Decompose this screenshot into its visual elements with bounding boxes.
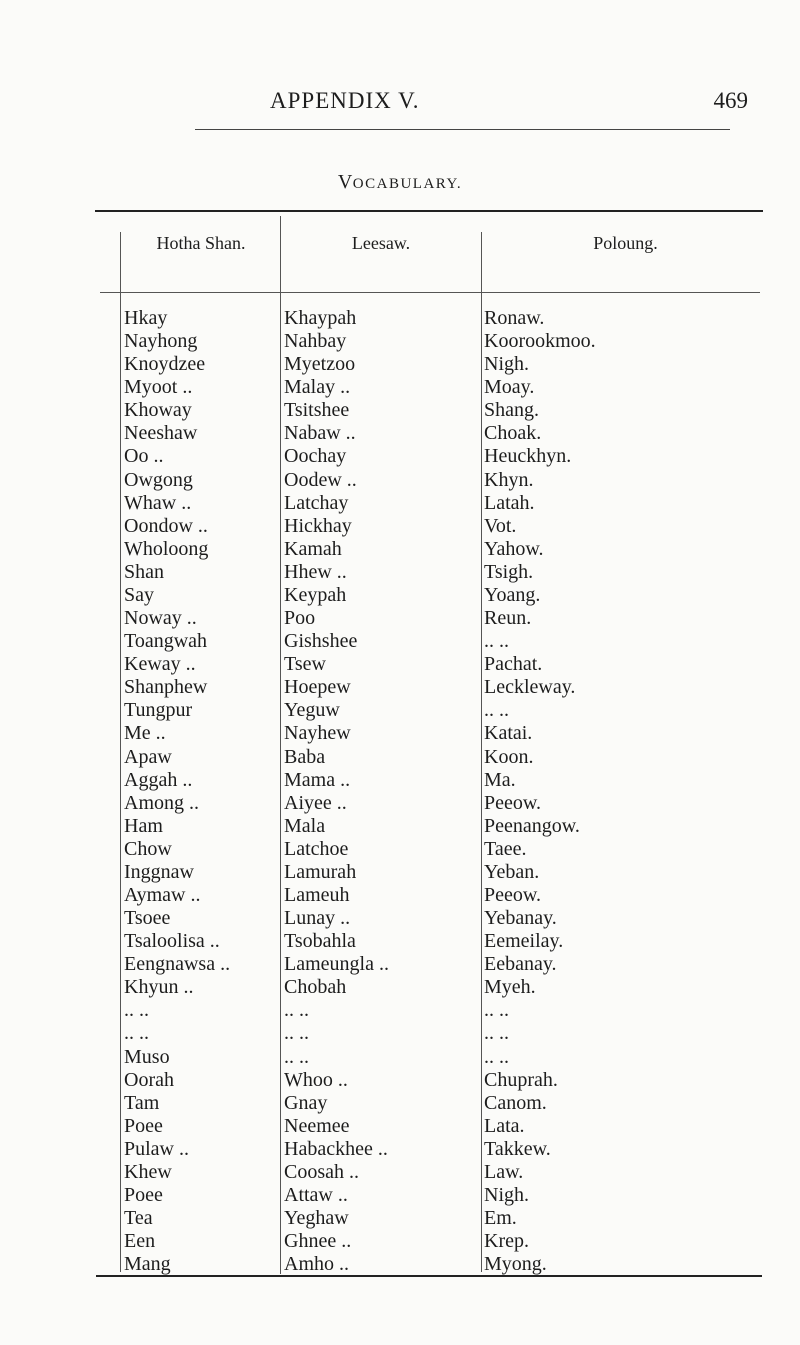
leesaw-word: .. .. bbox=[284, 1045, 309, 1068]
leesaw-word: Neemee bbox=[284, 1114, 350, 1137]
leesaw-word: Nabaw .. bbox=[284, 422, 356, 445]
leesaw-word: Oodew .. bbox=[284, 468, 357, 491]
hotha-shan-word: Khoway bbox=[124, 399, 192, 422]
leesaw-word: Latchay bbox=[284, 491, 349, 514]
leesaw-word: Hickhay bbox=[284, 514, 352, 537]
poloung-word: Pachat. bbox=[484, 653, 543, 676]
poloung-word: Taee. bbox=[484, 837, 527, 860]
hotha-shan-word: Khew bbox=[124, 1160, 172, 1183]
leesaw-word: Tsitshee bbox=[284, 399, 350, 422]
table-row bbox=[0, 1251, 800, 1277]
hotha-shan-word: Tsaloolisa .. bbox=[124, 930, 220, 953]
poloung-word: Yeban. bbox=[484, 860, 540, 883]
hotha-shan-word: .. .. bbox=[124, 999, 149, 1022]
poloung-word: .. .. bbox=[484, 1022, 509, 1045]
poloung-word: Eebanay. bbox=[484, 953, 557, 976]
hotha-shan-word: Een bbox=[124, 1230, 156, 1253]
poloung-word: Tsigh. bbox=[484, 560, 534, 583]
poloung-word: Khyn. bbox=[484, 468, 534, 491]
poloung-word: Ronaw. bbox=[484, 307, 545, 329]
leesaw-word: Gnay bbox=[284, 1091, 328, 1114]
hotha-shan-word: Wholoong bbox=[124, 537, 209, 560]
hotha-shan-word: Keway .. bbox=[124, 653, 196, 676]
leesaw-word: Ghnee .. bbox=[284, 1230, 352, 1253]
hotha-shan-word: Oorah bbox=[124, 1068, 174, 1091]
hotha-shan-word: Inggnaw bbox=[124, 860, 194, 883]
leesaw-word: Nayhew bbox=[284, 722, 351, 745]
poloung-word: .. .. bbox=[484, 630, 509, 653]
leesaw-word: Aiyee .. bbox=[284, 791, 347, 814]
hotha-shan-word: Aymaw .. bbox=[124, 884, 201, 906]
poloung-word: Latah. bbox=[484, 491, 535, 514]
leesaw-word: Lameungla .. bbox=[284, 953, 389, 976]
poloung-word: Krep. bbox=[484, 1230, 529, 1253]
hotha-shan-word: Hkay bbox=[124, 307, 168, 329]
leesaw-word: Mama .. bbox=[284, 768, 351, 791]
hotha-shan-word: Noway .. bbox=[124, 607, 197, 630]
leesaw-word: Mala bbox=[284, 814, 326, 837]
vocabulary-title bbox=[0, 171, 800, 194]
hotha-shan-word: Eengnawsa .. bbox=[124, 953, 231, 976]
leesaw-word: Baba bbox=[284, 745, 326, 768]
leesaw-word: Oochay bbox=[284, 445, 347, 468]
poloung-word: Koon. bbox=[484, 745, 534, 768]
hotha-shan-word: Khyun .. bbox=[124, 976, 194, 999]
table-row bbox=[0, 490, 800, 516]
leesaw-word: Whoo .. bbox=[284, 1068, 348, 1091]
table-header-rule bbox=[100, 292, 760, 293]
poloung-word: Moay. bbox=[484, 376, 535, 399]
poloung-word: Peenangow. bbox=[484, 814, 580, 837]
poloung-word: Koorookmoo. bbox=[484, 330, 596, 353]
leesaw-word: .. .. bbox=[284, 1022, 309, 1045]
table-top-rule bbox=[95, 210, 763, 212]
leesaw-word: Hoepew bbox=[284, 676, 351, 699]
poloung-word: .. .. bbox=[484, 699, 509, 722]
hotha-shan-word: Oondow .. bbox=[124, 514, 208, 537]
leesaw-word: Tsobahla bbox=[284, 930, 356, 953]
hotha-shan-word: Shanphew bbox=[124, 676, 208, 699]
leesaw-word: Keypah bbox=[284, 583, 347, 606]
leesaw-word: Malay .. bbox=[284, 376, 351, 399]
leesaw-word: Kamah bbox=[284, 537, 342, 560]
leesaw-word: Attaw .. bbox=[284, 1184, 348, 1207]
hotha-shan-word: Toangwah bbox=[124, 630, 208, 653]
poloung-word: Takkew. bbox=[484, 1137, 551, 1160]
leesaw-word: Chobah bbox=[284, 976, 347, 999]
hotha-shan-word: Aggah .. bbox=[124, 768, 193, 791]
leesaw-word: Yeguw bbox=[284, 699, 340, 722]
poloung-word: Heuckhyn. bbox=[484, 445, 572, 468]
leesaw-word: Lunay .. bbox=[284, 907, 351, 930]
header-rule bbox=[195, 129, 730, 130]
leesaw-word: Khaypah bbox=[284, 307, 357, 329]
hotha-shan-word: Apaw bbox=[124, 745, 172, 768]
column-header-leesaw: Leesaw. bbox=[351, 233, 411, 253]
poloung-word: Reun. bbox=[484, 607, 532, 630]
hotha-shan-word: Me .. bbox=[124, 722, 166, 745]
page-header bbox=[0, 88, 800, 118]
table-row bbox=[0, 1067, 800, 1093]
hotha-shan-word: Pulaw .. bbox=[124, 1137, 189, 1160]
poloung-word: Chuprah. bbox=[484, 1068, 558, 1091]
hotha-shan-word: Tsoee bbox=[124, 907, 171, 930]
leesaw-word: Hhew .. bbox=[284, 560, 347, 583]
leesaw-word: Coosah .. bbox=[284, 1160, 359, 1183]
hotha-shan-word: Say bbox=[124, 583, 154, 606]
poloung-word: Vot. bbox=[484, 514, 517, 537]
hotha-shan-word: Tea bbox=[124, 1207, 153, 1230]
poloung-word: Law. bbox=[484, 1160, 524, 1183]
leesaw-word: .. .. bbox=[284, 999, 309, 1022]
poloung-word: Peeow. bbox=[484, 884, 542, 906]
poloung-word: Myong. bbox=[484, 1253, 547, 1276]
hotha-shan-word: Among .. bbox=[124, 791, 199, 814]
poloung-word: Ma. bbox=[484, 768, 516, 791]
hotha-shan-word: Poee bbox=[124, 1114, 163, 1137]
vocabulary-title-initial: V bbox=[337, 171, 353, 193]
poloung-word: Shang. bbox=[484, 399, 539, 422]
column-header-hotha-shan: Hotha Shan. bbox=[156, 233, 246, 253]
hotha-shan-word: .. .. bbox=[124, 1022, 149, 1045]
column-header-poloung: Poloung. bbox=[593, 233, 658, 253]
hotha-shan-word: Myoot .. bbox=[124, 376, 193, 399]
leesaw-word: Lamurah bbox=[284, 860, 357, 883]
hotha-shan-word: Whaw .. bbox=[124, 491, 192, 514]
leesaw-word: Latchoe bbox=[284, 837, 349, 860]
leesaw-word: Nahbay bbox=[284, 330, 347, 353]
poloung-word: Lata. bbox=[484, 1114, 525, 1137]
page-number: 469 bbox=[713, 88, 748, 113]
poloung-word: Choak. bbox=[484, 422, 542, 445]
leesaw-word: Poo bbox=[284, 607, 316, 630]
poloung-word: Peeow. bbox=[484, 791, 542, 814]
hotha-shan-word: Owgong bbox=[124, 468, 193, 491]
hotha-shan-word: Chow bbox=[124, 837, 172, 860]
poloung-word: .. .. bbox=[484, 999, 509, 1022]
leesaw-word: Gishshee bbox=[284, 630, 358, 653]
table-row bbox=[0, 859, 800, 885]
leesaw-word: Lameuh bbox=[284, 884, 350, 906]
poloung-word: Em. bbox=[484, 1207, 517, 1230]
leesaw-word: Tsew bbox=[284, 653, 326, 676]
poloung-word: Myeh. bbox=[484, 976, 536, 999]
poloung-word: Nigh. bbox=[484, 353, 529, 376]
poloung-word: Nigh. bbox=[484, 1184, 529, 1207]
hotha-shan-word: Ham bbox=[124, 814, 163, 837]
hotha-shan-word: Tam bbox=[124, 1091, 160, 1114]
hotha-shan-word: Knoydzee bbox=[124, 353, 206, 376]
appendix-title: APPENDIX V. bbox=[270, 88, 420, 113]
hotha-shan-word: Muso bbox=[124, 1045, 170, 1068]
poloung-word: Eemeilay. bbox=[484, 930, 564, 953]
hotha-shan-word: Nayhong bbox=[124, 330, 198, 353]
hotha-shan-word: Poee bbox=[124, 1184, 163, 1207]
leesaw-word: Amho .. bbox=[284, 1253, 349, 1276]
hotha-shan-word: Oo .. bbox=[124, 445, 164, 468]
vocabulary-title-rest: OCABULARY. bbox=[352, 176, 463, 192]
hotha-shan-word: Tungpur bbox=[124, 699, 193, 722]
poloung-word: Canom. bbox=[484, 1091, 547, 1114]
hotha-shan-word: Neeshaw bbox=[124, 422, 198, 445]
hotha-shan-word: Mang bbox=[124, 1253, 171, 1276]
poloung-word: Yahow. bbox=[484, 537, 544, 560]
poloung-word: Leckleway. bbox=[484, 676, 576, 699]
hotha-shan-word: Shan bbox=[124, 560, 164, 583]
poloung-word: .. .. bbox=[484, 1045, 509, 1068]
table-row bbox=[0, 674, 800, 700]
leesaw-word: Habackhee .. bbox=[284, 1137, 388, 1160]
poloung-word: Katai. bbox=[484, 722, 533, 745]
leesaw-word: Myetzoo bbox=[284, 353, 356, 376]
poloung-word: Yebanay. bbox=[484, 907, 557, 930]
poloung-word: Yoang. bbox=[484, 583, 541, 606]
leesaw-word: Yeghaw bbox=[284, 1207, 349, 1230]
